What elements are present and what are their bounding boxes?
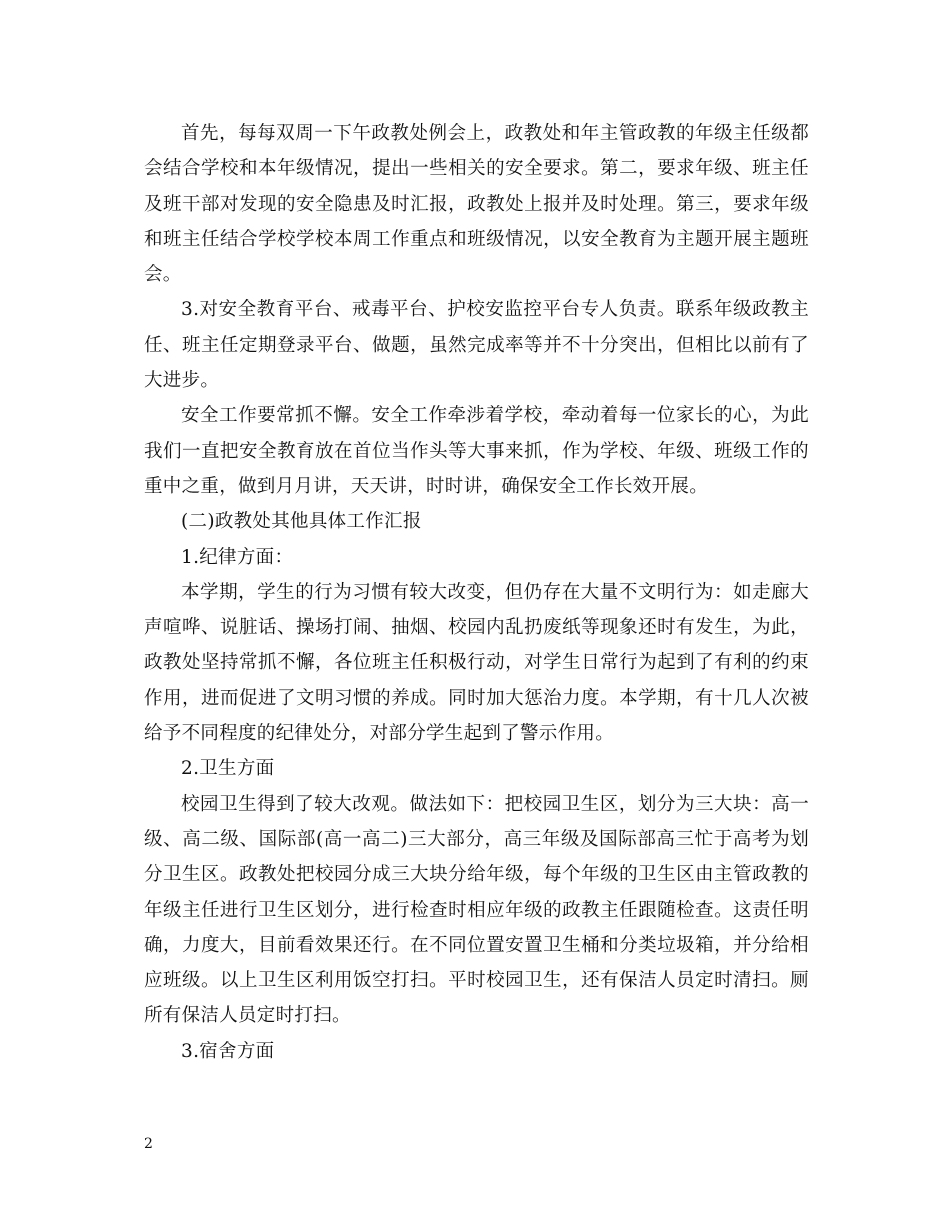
paragraph-safety-persistence: 安全工作要常抓不懈。安全工作牵涉着学校，牵动着每一位家长的心，为此我们一直把安全教育放在首位当作头等大事来抓，作为学校、年级、班级工作的重中之重，做到月月讲，天天讲，时时讲，确保安全工作长效开展。	[144, 405, 809, 497]
subheading-dormitory: 3.宿舍方面	[181, 1040, 275, 1062]
section-heading-other-work: (二)政教处其他具体工作汇报	[181, 511, 422, 533]
subheading-discipline: 1.纪律方面：	[181, 546, 294, 568]
paragraph-safety-measures: 首先，每每双周一下午政教处例会上，政教处和年主管政教的年级主任级都会结合学校和本年级情况，提出一些相关的安全要求。第二，要求年级、班主任及班干部对发现的安全隐患及时汇报，政教处上报并及时处理。第三，要求年级和班主任结合学校学校本周工作重点和班级情况，以安全教育为主题开展主题班会。	[144, 123, 809, 286]
subheading-hygiene: 2.卫生方面	[181, 758, 275, 780]
document-body	[144, 116, 809, 1069]
paragraph-safety-platforms: 3.对安全教育平台、戒毒平台、护校安监控平台专人负责。联系年级政教主任、班主任定期登录平台、做题，虽然完成率等并不十分突出，但相比以前有了大进步。	[144, 299, 809, 392]
paragraph-hygiene: 校园卫生得到了较大改观。做法如下：把校园卫生区，划分为三大块：高一级、高二级、国际部(高一高二)三大部分，高三年级及国际部高三忙于高考为划分卫生区。政教处把校园分成三大块分给年级，每个年级的卫生区由主管政教的年级主任进行卫生区划分，进行检查时相应年级的政教主任跟随检查。这责任明确，力度大，目前看效果还行。在不同位置安置卫生桶和分类垃圾箱，并分给相应班级。以上卫生区利用饭空打扫。平时校园卫生，还有保洁人员定时清扫。厕所有保洁人员定时打扫。	[144, 793, 809, 1027]
page-number: 2	[144, 1136, 153, 1152]
paragraph-discipline: 本学期，学生的行为习惯有较大改变，但仍存在大量不文明行为：如走廊大声喧哗、说脏话、操场打闹、抽烟、校园内乱扔废纸等现象还时有发生，为此，政教处坚持常抓不懈，各位班主任积极行动，对学生日常行为起到了有利的约束作用，进而促进了文明习惯的养成。同时加大惩治力度。本学期，有十几人次被给予不同程度的纪律处分，对部分学生起到了警示作用。	[144, 581, 809, 745]
